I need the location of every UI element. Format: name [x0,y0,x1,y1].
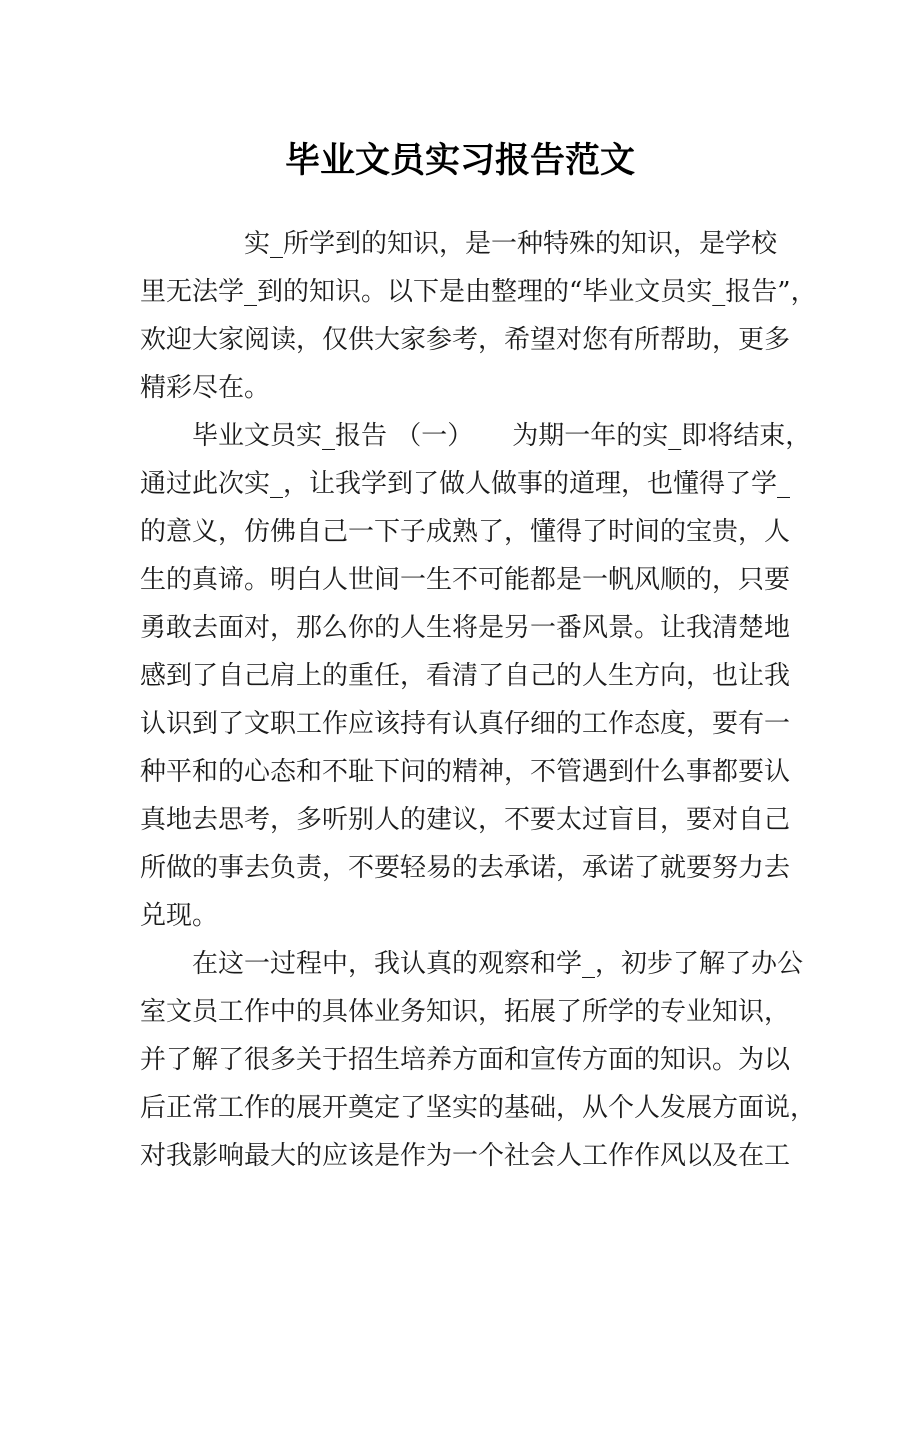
text-line: 欢迎大家阅读，仅供大家参考，希望对您有所帮助，更多 [140,325,791,355]
text-line: 认识到了文职工作应该持有认真仔细的工作态度，要有一 [140,709,791,739]
text-line: 精彩尽在。 [140,373,271,403]
text-line: 种平和的心态和不耻下问的精神，不管遇到什么事都要认 [140,757,791,787]
text-line: 生的真谛。明白人世间一生不可能都是一帆风顺的，只要 [140,565,791,595]
text-line: 勇敢去面对，那么你的人生将是另一番风景。让我清楚地 [140,613,791,643]
text-line: 并了解了很多关于招生培养方面和宣传方面的知识。为以 [140,1045,791,1075]
text-line: 在这一过程中，我认真的观察和学_，初步了解了办公 [140,949,804,979]
text-line: 的意义，仿佛自己一下子成熟了，懂得了时间的宝贵，人 [140,517,791,547]
document-body [140,220,840,1180]
text-line: 对我影响最大的应该是作为一个社会人工作作风以及在工 [140,1141,791,1171]
text-line: 通过此次实_，让我学到了做人做事的道理，也懂得了学_ [140,469,791,499]
text-line: 室文员工作中的具体业务知识，拓展了所学的专业知识， [140,997,791,1027]
text-line: 真地去思考，多听别人的建议，不要太过盲目，要对自己 [140,805,791,835]
text-line: 所做的事去负责，不要轻易的去承诺，承诺了就要努力去 [140,853,791,883]
paragraph [140,220,840,412]
text-line: 感到了自己肩上的重任，看清了自己的人生方向，也让我 [140,661,791,691]
text-line: 后正常工作的展开奠定了坚实的基础，从个人发展方面说， [140,1093,817,1123]
page-title: 毕业文员实习报告范文 [284,141,635,181]
document-page [0,135,920,1437]
text-line: 兑现。 [140,901,219,931]
paragraph [140,412,840,940]
text-line: 实_所学到的知识，是一种特殊的知识，是学校 [140,229,778,259]
text-line: 里无法学_到的知识。以下是由整理的“毕业文员实_报告”， [140,277,817,307]
paragraph [140,940,840,1180]
text-line: 毕业文员实_报告 （一） 为期一年的实_即将结束， [140,421,812,451]
